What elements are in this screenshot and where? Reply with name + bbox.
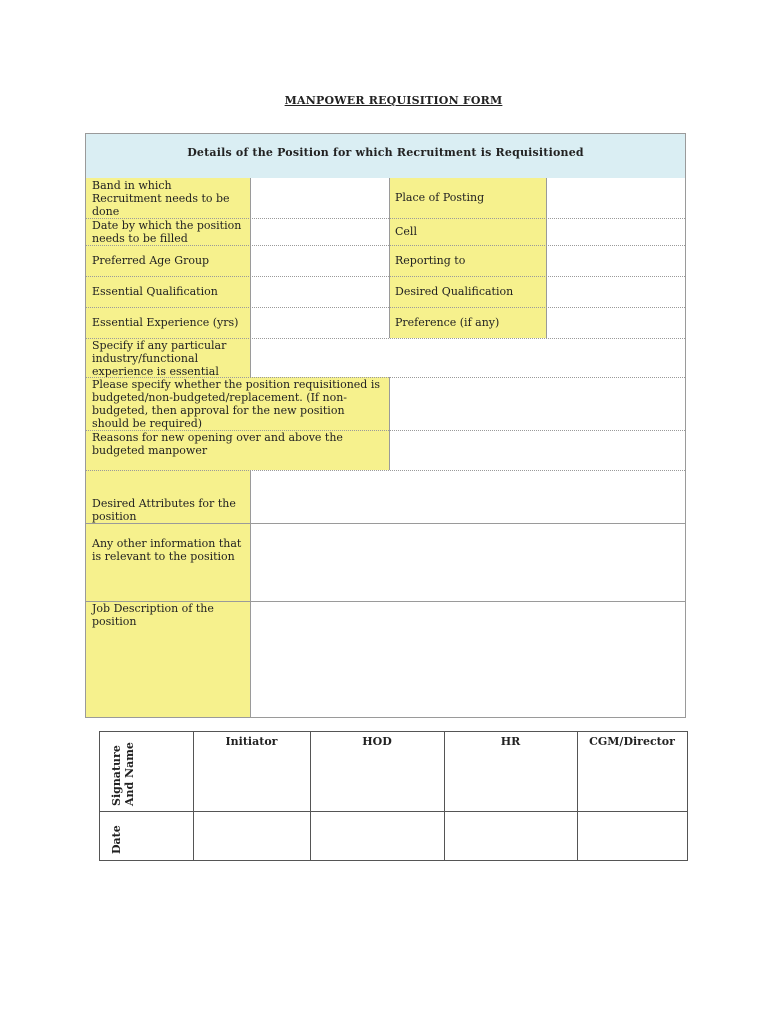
row-label-signature <box>110 742 136 806</box>
field-reasons-new-opening[interactable] <box>389 430 685 470</box>
field-reporting-to[interactable] <box>546 245 685 276</box>
date-hr[interactable] <box>445 812 576 860</box>
label-reasons-new-opening: Reasons for new opening over and above the budgeted manpower <box>86 430 389 470</box>
row-label-signature-line2: And Name <box>123 742 136 806</box>
row-label-date: Date <box>110 825 123 854</box>
field-budgeted-status[interactable] <box>389 377 685 430</box>
sign-cgm-director[interactable] <box>578 752 687 810</box>
column-cgm-director: CGM/Director <box>589 735 675 748</box>
label-age-group: Preferred Age Group <box>86 245 250 276</box>
label-band: Band in which Recruitment needs to be done <box>86 178 250 218</box>
column-initiator: Initiator <box>225 735 278 748</box>
label-preference: Preference (if any) <box>389 307 546 338</box>
label-budgeted-status: Please specify whether the position requisitioned is budgeted/non-budgeted/replacement. (If non-budgeted, then approval for the new position should be required) <box>86 377 389 430</box>
label-reporting-to: Reporting to <box>389 245 546 276</box>
date-initiator[interactable] <box>194 812 309 860</box>
sign-initiator[interactable] <box>194 752 309 810</box>
label-date-filled: Date by which the position needs to be filled <box>86 218 250 245</box>
column-hod: HOD <box>362 735 392 748</box>
label-essential-qualification: Essential Qualification <box>86 276 250 307</box>
form-title: MANPOWER REQUISITION FORM <box>284 94 503 107</box>
field-industry-experience[interactable] <box>250 338 685 377</box>
label-cell: Cell <box>389 218 546 245</box>
position-details-table <box>85 133 686 718</box>
field-other-information[interactable] <box>250 523 685 601</box>
label-job-description: Job Description of the position <box>86 601 250 717</box>
field-essential-experience[interactable] <box>250 307 389 338</box>
field-date-filled[interactable] <box>250 218 389 245</box>
field-place-of-posting[interactable] <box>546 178 685 218</box>
field-desired-attributes[interactable] <box>250 470 685 523</box>
field-cell[interactable] <box>546 218 685 245</box>
label-industry-experience: Specify if any particular industry/functional experience is essential <box>86 338 250 377</box>
label-other-information: Any other information that is relevant to the position <box>86 523 250 601</box>
label-place-of-posting: Place of Posting <box>389 178 546 218</box>
field-preference[interactable] <box>546 307 685 338</box>
date-hod[interactable] <box>311 812 443 860</box>
field-essential-qualification[interactable] <box>250 276 389 307</box>
date-cgm-director[interactable] <box>578 812 687 860</box>
label-desired-attributes: Desired Attributes for the position <box>86 470 250 523</box>
field-band[interactable] <box>250 178 389 218</box>
column-hr: HR <box>500 735 521 748</box>
field-desired-qualification[interactable] <box>546 276 685 307</box>
sign-hr[interactable] <box>445 752 576 810</box>
label-desired-qualification: Desired Qualification <box>389 276 546 307</box>
table-header: Details of the Position for which Recruitment is Requisitioned <box>86 134 685 178</box>
label-essential-experience: Essential Experience (yrs) <box>86 307 250 338</box>
signature-table <box>99 731 688 861</box>
sign-hod[interactable] <box>311 752 443 810</box>
field-age-group[interactable] <box>250 245 389 276</box>
row-label-signature-line1: Signature <box>110 745 123 806</box>
field-job-description[interactable] <box>250 601 685 717</box>
